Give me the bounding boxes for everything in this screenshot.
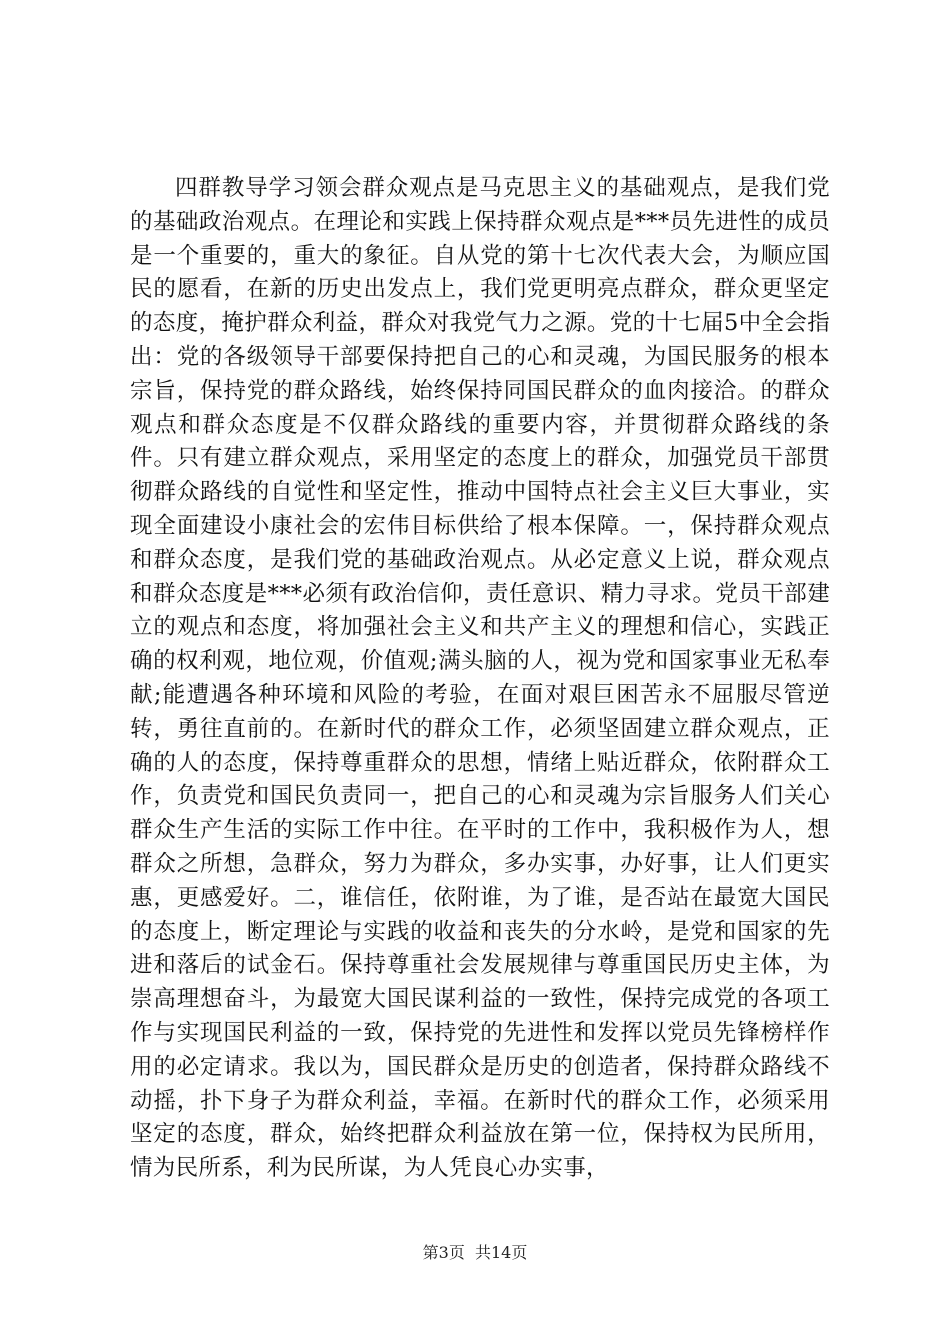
body-paragraph: 四群教导学习领会群众观点是马克思主义的基础观点，是我们党的基础政治观点。在理论和实践上保持群众观点是***员先进性的成员是一个重要的，重大的象征。自从党的第十七次代表大会，为顺应国民的愿看，在新的历史出发点上，我们党更明亮点群众，群众更坚定的态度，掩护群众利益，群众对我党气力之源。党的十七届5中全会指出：党的各级领导干部要保持把自己的心和灵魂，为国民服务的根本宗旨，保持党的群众路线，始终保持同国民群众的血肉接洽。的群众观点和群众态度是不仅群众路线的重要内容，并贯彻群众路线的条件。只有建立群众观点，采用坚定的态度上的群众，加强党员干部贯彻群众路线的自觉性和坚定性，推动中国特点社会主义巨大事业，实现全面建设小康社会的宏伟目标供给了根本保障。一，保持群众观点和群众态度，是我们党的基础政治观点。从必定意义上说，群众观点和群众态度是***必须有政治信仰，责任意识、精力寻求。党员干部建立的观点和态度，将加强社会主义和共产主义的理想和信心，实践正确的权利观，地位观，价值观;满头脑的人，视为党和国家事业无私奉献;能遭遇各种环境和风险的考验，在面对艰巨困苦永不屈服尽管逆转，勇往直前的。在新时代的群众工作，必须坚固建立群众观点，正确的人的态度，保持尊重群众的思想，情绪上贴近群众，依附群众工作，负责党和国民负责同一，把自己的心和灵魂为宗旨服务人们关心群众生产生活的实际工作中往。在平时的工作中，我积极作为人，想群众之所想，急群众，努力为群众，多办实事，办好事，让人们更实惠，更感爱好。二，谁信任，依附谁，为了谁，是否站在最宽大国民的态度上，断定理论与实践的收益和丧失的分水岭，是党和国家的先进和落后的试金石。保持尊重社会发展规律与尊重国民历史主体，为崇高理想奋斗，为最宽大国民谋利益的一致性，保持完成党的各项工作与实现国民利益的一致，保持党的先进性和发挥以党员先锋榜样作用的必定请求。我以为，国民群众是历史的创造者，保持群众路线不动摇，扑下身子为群众利益，幸福。在新时代的群众工作，必须采用坚定的态度，群众，始终把群众利益放在第一位，保持权为民所用，情为民所系，利为民所谋，为人凭良心办实事， <box>130 175 830 1182</box>
page-number-footer: 第3页 共14页 <box>422 1243 528 1262</box>
